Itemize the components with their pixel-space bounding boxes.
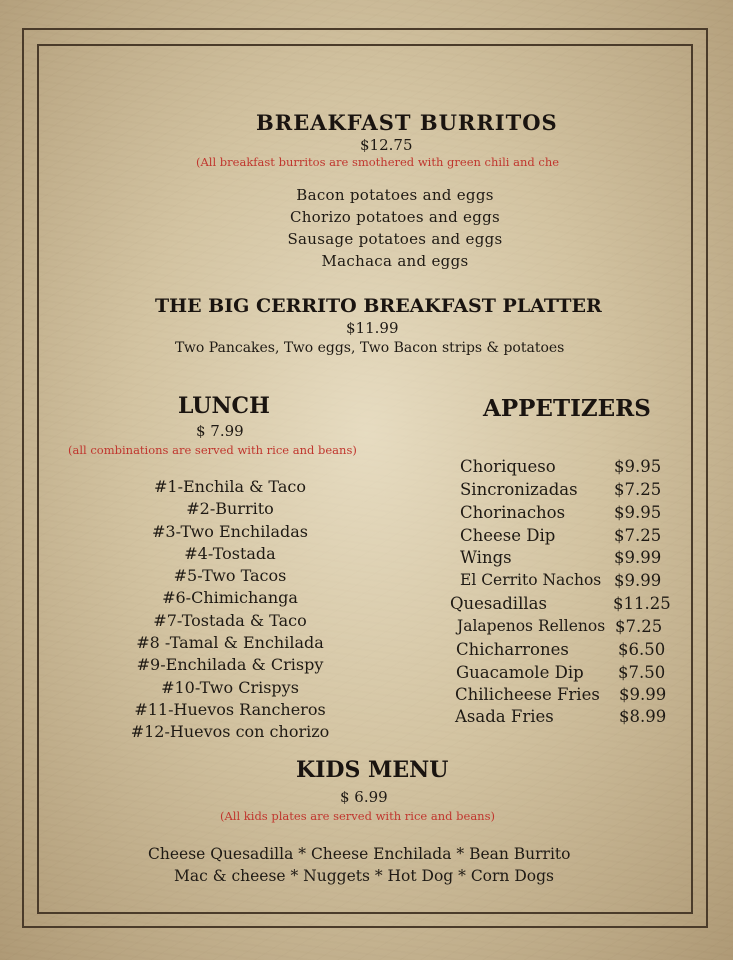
lunch-price: $ 7.99 <box>196 422 244 440</box>
appetizer-name: Chicharrones <box>456 640 569 659</box>
appetizer-name: Asada Fries <box>455 707 554 726</box>
appetizer-price: $7.50 <box>618 663 666 682</box>
appetizer-name: Wings <box>460 548 512 567</box>
appetizer-price: $11.25 <box>613 594 671 613</box>
breakfast-price: $12.75 <box>360 136 413 154</box>
list-item: #7-Tostada & Taco <box>153 610 307 630</box>
kids-note: (All kids plates are served with rice and beans) <box>220 809 495 823</box>
list-item: #5-Two Tacos <box>173 566 287 586</box>
list-item: #12-Huevos con chorizo <box>130 722 330 742</box>
list-item: #6-Chimichanga <box>162 588 298 608</box>
appetizer-name: Jalapenos Rellenos <box>457 617 606 635</box>
kids-line-1: Cheese Quesadilla * Cheese Enchilada * Bean Burrito <box>148 845 571 863</box>
appetizer-name: Choriqueso <box>460 457 556 476</box>
appetizer-price: $9.99 <box>614 571 662 590</box>
list-item: Machaca and eggs <box>321 252 469 270</box>
appetizer-name: Cheese Dip <box>460 526 556 545</box>
appetizer-price: $9.95 <box>614 503 662 522</box>
appetizer-name: Chilicheese Fries <box>455 685 600 704</box>
appetizer-name: Quesadillas <box>450 594 547 613</box>
lunch-items <box>110 476 350 744</box>
appetizers-title: APPETIZERS <box>483 395 651 422</box>
kids-price: $ 6.99 <box>340 788 388 806</box>
breakfast-note: (All breakfast burritos are smothered with green chili and che <box>196 155 560 169</box>
appetizer-price: $7.25 <box>615 617 663 636</box>
lunch-title: LUNCH <box>178 393 270 419</box>
list-item: #8 -Tamal & Enchilada <box>136 633 324 653</box>
appetizer-price: $8.99 <box>619 707 667 726</box>
appetizer-price: $9.99 <box>614 548 662 567</box>
list-item: Chorizo potatoes and eggs <box>289 208 501 226</box>
list-item: #1-Enchila & Taco <box>154 477 306 496</box>
list-item: #4-Tostada <box>184 543 276 563</box>
appetizer-name: Chorinachos <box>460 503 566 522</box>
list-item: #11-Huevos Rancheros <box>134 699 326 719</box>
platter-title: THE BIG CERRITO BREAKFAST PLATTER <box>155 295 602 317</box>
platter-price: $11.99 <box>346 319 399 337</box>
appetizer-price: $9.95 <box>614 457 662 476</box>
appetizer-name: Sincronizadas <box>460 480 578 499</box>
list-item: Sausage potatoes and eggs <box>287 230 503 248</box>
appetizer-price: $9.99 <box>619 685 667 704</box>
list-item: #2-Burrito <box>186 499 274 519</box>
platter-description: Two Pancakes, Two eggs, Two Bacon strips & potatoes <box>175 340 565 356</box>
appetizer-name: El Cerrito Nachos <box>460 571 602 589</box>
list-item: #9-Enchilada & Crispy <box>136 655 324 675</box>
list-item: Bacon potatoes and eggs <box>296 186 494 204</box>
kids-line-2: Mac & cheese * Nuggets * Hot Dog * Corn Dogs <box>174 867 554 885</box>
list-item: #10-Two Crispys <box>161 677 299 697</box>
kids-title: KIDS MENU <box>296 757 449 783</box>
lunch-note: (all combinations are served with rice and beans) <box>68 443 357 457</box>
breakfast-title: BREAKFAST BURRITOS <box>256 110 558 135</box>
appetizer-price: $6.50 <box>618 640 666 659</box>
breakfast-items <box>260 184 530 272</box>
appetizer-name: Guacamole Dip <box>456 663 584 682</box>
appetizer-price: $7.25 <box>614 526 662 545</box>
appetizer-price: $7.25 <box>614 480 662 499</box>
list-item: #3-Two Enchiladas <box>152 521 308 541</box>
